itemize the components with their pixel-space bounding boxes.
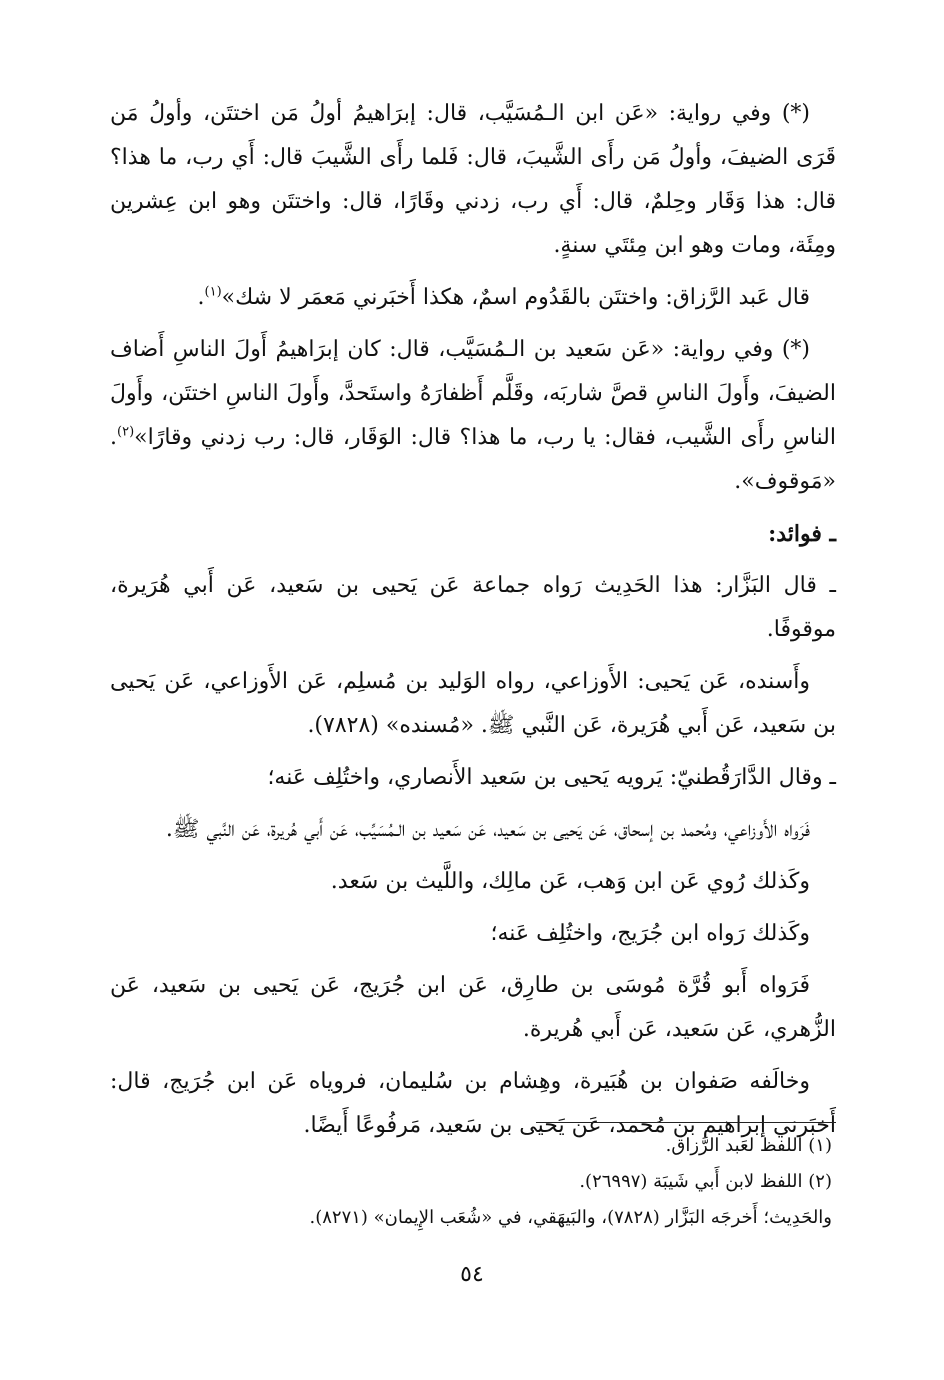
paragraph-tail: . «مَوقوف».	[110, 425, 836, 494]
main-text	[110, 92, 836, 1156]
paragraph-riwaya-1	[110, 92, 836, 268]
footnotes	[110, 1128, 836, 1236]
footnote-separator	[536, 1122, 836, 1123]
section-heading-fawaid: ـ فوائد:	[768, 521, 836, 547]
note-aldaraqutni: ـ وقال الدَّارَقُطنيّ: يَرويه يَحيى بن سَعيد الأَنصاري، واختُلِف عَنه؛	[267, 765, 836, 790]
paragraph-tail: .	[197, 285, 205, 310]
paragraph-text: (*) وفي رواية: «عَن سَعيد بن الـمُسَيَّب، قال: كان إبرَاهيمُ أَولَ الناسِ أَضاف الضيفَ، وأَولَ الناسِ قصَّ شاربَه، وقَلَّم أَظفارَهُ واستَحدَّ، وأَولَ الناسِ اختتَن، وأَولَ الناسِ رأَى الشَّيب، فقال: يا رب، ما هذا؟ قال: الوَقَار، قال: رب زدني وقارًا»	[110, 337, 836, 450]
paragraph-text: قال عَبد الرَّزاق: واختتَن بالقَدُوم اسمٌ، هكذا أَخبَرني مَعمَر لا شك»	[221, 285, 810, 310]
note-khalafahu: وخالَفه صَفوان بن هُبَيرة، وهِشام بن سُليمان، فروياه عَن ابن جُرَيج، قال: أَخبَرني إبراهيم بن مُحمد، عَن يَحيى بن سَعيد، مَرفُوعًا أَيضًا.	[110, 1069, 836, 1138]
footnote-ref-1[interactable]: (١)	[204, 284, 222, 300]
note-farawahu-awzai: فَرَواه الأَوزاعي، ومُحمد بن إسحاق، عَن يَحيى بن سَعيد، عَن سَعيد بن الـمُسَيِّب، عَن أَبي هُريرة، عَن النَّبي ﷺ.	[165, 817, 810, 842]
note-asnadahu: وأَسنده، عَن يَحيى: الأَوزاعي، رواه الوَليد بن مُسلِم، عَن الأَوزاعي، عَن يَحيى بن سَعيد، عَن أَبي هُرَيرة، عَن النَّبي ﷺ. «مُسنده» (٧٨٢٨).	[110, 669, 836, 738]
note-albazzar: ـ قال البَزَّار: هذا الحَدِيث رَواه جماعة عَن يَحيى بن سَعيد، عَن أَبي هُرَيرة، موقوفًا.	[110, 573, 836, 642]
note-kadhalik-ibn-jurayj: وكَذلك رَواه ابن جُرَيج، واختُلِف عَنه؛	[490, 921, 810, 946]
footnote-1: (١) اللفظ لعَبد الرَّزاق.	[665, 1135, 832, 1156]
paragraph-abd-alrazzaq	[110, 276, 836, 320]
paragraph-riwaya-2	[110, 328, 836, 504]
page-number: ٥٤	[460, 1262, 484, 1287]
paragraph-text: (*) وفي رواية: «عَن ابن الـمُسَيَّب، قال: إبرَاهيمُ أولُ مَن اختتَن، وأولُ مَن قَرَى الضيفَ، وأولُ مَن رأَى الشَّيبَ، قال: فَلما رأَى الشَّيبَ قال: أَي رب، ما هذا؟ قال: هذا وَقَار وحِلمٌ، قال: أَي رب، زدني وقَارًا، قال: واختتَن وهو ابن عِشرين ومِئَة، ومات وهو ابن مِئتَي سنةٍ.	[110, 101, 836, 258]
note-kadhalik-ibn-wahb: وكَذلك رُوي عَن ابن وَهب، عَن مالِك، واللَّيث بن سَعد.	[330, 869, 810, 894]
footnote-takhrij: والحَدِيث؛ أَخرجَه البَزَّار (٧٨٢٨)، والبَيهَقي، في «شُعَب الإِيمان» (٨٢٧١).	[309, 1207, 832, 1228]
footnote-ref-2[interactable]: (٢)	[117, 424, 135, 440]
note-abu-qurra: فَرَواه أَبو قُرَّة مُوسَى بن طارِق، عَن ابن جُرَيج، عَن يَحيى بن سَعيد، عَن الزُّهري، عَن سَعيد، عَن أَبي هُريرة.	[110, 973, 836, 1042]
footnote-2: (٢) اللفظ لابن أَبي شَيبَة (٢٦٩٩٧).	[579, 1171, 832, 1192]
